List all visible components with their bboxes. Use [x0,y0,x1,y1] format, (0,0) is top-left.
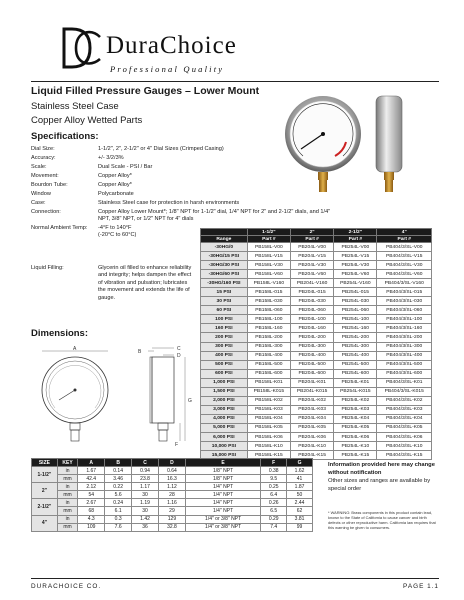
table-row [32,499,313,507]
dimension-cell: 1/4" NPT [185,507,260,515]
range-cell: 6,000 PSI [201,432,248,441]
dimension-cell: 42.4 [78,475,105,483]
dimension-cell: 5.6 [105,491,132,499]
dimension-cell: 1.17 [132,483,159,491]
dim-label-d: D [177,353,181,359]
part-number-cell: PB204L-V60 [290,270,333,279]
dimension-cell: 129 [159,515,186,523]
unit-cell: mm [57,523,77,531]
part-number-cell: PB404/3/SL-200 [377,333,432,342]
part-number-cell: PB254L-300 [334,342,377,351]
column-header: Part # [290,236,333,243]
part-number-cell: PB254L-400 [334,351,377,360]
range-cell: 15 PSI [201,288,248,297]
column-header: Part # [334,236,377,243]
range-cell: -30HG/15 PSI [201,252,248,261]
table-row [201,261,432,270]
table-row [201,306,432,315]
table-row [201,324,432,333]
range-cell: 400 PSI [201,351,248,360]
part-number-cell: PB158L-500 [247,360,290,369]
part-number-cell: PB404/3/SL-400 [377,351,432,360]
part-number-cell: PB254L-K03 [334,405,377,414]
table-row [201,288,432,297]
part-number-cell: PB254L-K015 [334,387,377,396]
range-cell: 3,000 PSI [201,405,248,414]
dc-monogram-logo [60,25,102,71]
part-number-cell: PB158L-K06 [247,432,290,441]
column-header: 2" [290,229,333,236]
spec-row [31,146,341,153]
dimension-cell: 1/4" or 3/8" NPT [185,515,260,523]
dimension-cell: 1.62 [287,467,313,475]
table-row [201,279,432,288]
table-row [201,297,432,306]
part-number-cell: PB254L-100 [334,315,377,324]
dim-label-a: A [73,346,77,352]
part-number-cell: PB254L-K06 [334,432,377,441]
table-row [201,342,432,351]
part-number-cell: PB254L-K15 [334,451,377,460]
dimension-cell: 1/4" or 3/8" NPT [185,523,260,531]
table-row [201,243,432,252]
part-number-cell: PB204L-V160 [290,279,333,288]
dimension-cell: 1.16 [159,499,186,507]
dimension-cell: 0.24 [105,499,132,507]
part-number-cell: PB404/3/SL-300 [377,342,432,351]
part-number-cell: PB204L-K01 [290,378,333,387]
part-number-cell: PB254L-K02 [334,396,377,405]
dim-label-g: G [188,398,192,404]
part-number-cell: PB254L-V30 [334,261,377,270]
table-row [201,270,432,279]
spec-label-filling: Liquid Filling: [31,265,64,271]
part-number-cell: PB204L-V30 [290,261,333,270]
dimension-cell: 62 [287,507,313,515]
part-number-cell: PB254L-V60 [334,270,377,279]
part-number-cell: PB404/3/SL-V30 [377,261,432,270]
column-header: F [261,459,287,467]
dimension-cell: 1/4" NPT [185,483,260,491]
range-cell: 15,000 PSI [201,451,248,460]
column-header: C [132,459,159,467]
part-number-cell: PB404/3/SL-100 [377,315,432,324]
spec-label: Bourdon Tube: [31,181,68,188]
table-row [201,405,432,414]
dimension-cell: 7.6 [105,523,132,531]
table-header-row [32,459,313,467]
dimension-cell: 36 [132,523,159,531]
range-cell: 200 PSI [201,333,248,342]
range-cell: 60 PSI [201,306,248,315]
spec-row [31,173,341,180]
dimension-cell: 1.19 [132,499,159,507]
spec-value: Copper Alloy* [98,181,132,188]
product-subtitle-case: Stainless Steel Case [31,101,119,112]
dim-label-c: C [177,346,181,352]
part-number-cell: PB254L-K04 [334,414,377,423]
part-number-cell: PB204L-100 [290,315,333,324]
range-cell: 300 PSI [201,342,248,351]
dimension-cell: 1/4" NPT [185,499,260,507]
part-number-cell: PB158L-100 [247,315,290,324]
part-number-cell: PB158L-K015 [247,387,290,396]
dimension-cell: 28 [159,491,186,499]
range-cell: 160 PSI [201,324,248,333]
spec-label: Window [31,190,51,197]
part-number-cell: PB158L-V00 [247,243,290,252]
dimension-cell: 1/8" NPT [185,475,260,483]
size-cell: 2-1/2" [32,499,58,515]
part-number-cell: PB204L-400 [290,351,333,360]
column-header: B [105,459,132,467]
spec-label: Normal Ambient Temp: [31,224,88,231]
unit-cell: in [57,515,77,523]
dimension-cell: 0.14 [105,467,132,475]
part-number-cell: PB254L-K10 [334,442,377,451]
table-row [201,423,432,432]
table-row [32,467,313,475]
column-header: KEY [57,459,77,467]
brand-logo [60,25,320,75]
part-number-cell: PB254L-V00 [334,243,377,252]
range-cell: 2,000 PSI [201,396,248,405]
dimension-cell: 3.81 [287,515,313,523]
special-order-text: Other sizes and ranges are available by special order [328,478,431,492]
dimension-cell: 1/4" NPT [185,491,260,499]
part-number-cell: PB158L-400 [247,351,290,360]
part-number-cell: PB404/3/SL-V00 [377,243,432,252]
dimension-cell: 1/8" NPT [185,467,260,475]
size-cell: 2" [32,483,58,499]
table-row [32,483,313,491]
dimension-cell: 0.25 [261,483,287,491]
dimensions-table [31,458,313,532]
table-row [32,507,313,515]
unit-cell: in [57,499,77,507]
footer-divider [31,578,439,579]
part-number-cell: PB404/3/SL-K10 [377,442,432,451]
part-number-cell: PB204L-V00 [290,243,333,252]
part-number-cell: PB158L-K10 [247,442,290,451]
spec-row [31,191,341,198]
column-header: G [287,459,313,467]
dimension-cell: 0.38 [261,467,287,475]
dimension-cell: 99 [287,523,313,531]
table-row [201,369,432,378]
range-cell: 600 PSI [201,369,248,378]
dimension-cell: 109 [78,523,105,531]
part-number-cell: PB254L-060 [334,306,377,315]
table-row [201,387,432,396]
table-row [32,491,313,499]
range-cell: 1,500 PSI [201,387,248,396]
part-number-cell: PB254L-200 [334,333,377,342]
spec-label: Dial Size: [31,146,55,152]
header-divider [31,81,439,82]
table-header-row [201,229,432,236]
spec-row [31,182,341,189]
dimension-cell: 0.26 [261,499,287,507]
dimension-cell: 0.3 [105,515,132,523]
part-number-table [200,228,432,460]
table-row [201,432,432,441]
part-number-cell: PB158L-V160 [247,279,290,288]
part-number-cell: PB404/3/SL-K015 [377,387,432,396]
spec-label: Case: [31,199,46,206]
part-number-cell: PB404/3/SL-V15 [377,252,432,261]
part-number-cell: PB404/3/SL-015 [377,288,432,297]
part-number-cell: PB254L-500 [334,360,377,369]
dimension-cell: 30 [132,491,159,499]
dimension-cell: 7.4 [261,523,287,531]
dimension-cell: 68 [78,507,105,515]
column-header: Range [201,236,248,243]
part-number-cell: PB254L-015 [334,288,377,297]
part-number-cell: PB404/3/SL-K02 [377,396,432,405]
range-cell: -30HG/160 PSI [201,279,248,288]
part-number-cell: PB158L-200 [247,333,290,342]
part-number-cell: PB158L-K05 [247,423,290,432]
part-number-cell: PB204L-200 [290,333,333,342]
range-cell: 5,000 PSI [201,423,248,432]
unit-cell: mm [57,491,77,499]
table-row [32,523,313,531]
spec-row [31,200,341,207]
column-header: D [159,459,186,467]
part-number-cell: PB158L-K01 [247,378,290,387]
table-subheader-row [201,236,432,243]
range-cell: 10,000 PSI [201,442,248,451]
part-number-cell: PB204L-K05 [290,423,333,432]
size-cell: 4" [32,515,58,531]
dimension-cell: 6.1 [105,507,132,515]
table-row [201,351,432,360]
part-number-cell: PB404/3/SL-V160 [377,279,432,288]
page-title: Liquid Filled Pressure Gauges – Lower Mount [31,85,260,97]
part-number-cell: PB254L-600 [334,369,377,378]
spec-label: Movement: [31,172,59,179]
column-header: Part # [247,236,290,243]
part-number-cell: PB404/3/SL-K06 [377,432,432,441]
spec-value: 1-1/2", 2", 2-1/2" or 4" Dial Sizes (Crimped Casing) [98,146,224,152]
dimension-cell: 2.67 [78,499,105,507]
column-header: SIZE [32,459,58,467]
range-cell: 4,000 PSI [201,414,248,423]
part-number-cell: PB404/3/SL-160 [377,324,432,333]
part-number-cell: PB158L-V15 [247,252,290,261]
part-number-cell: PB404/3/SL-K05 [377,423,432,432]
range-cell: 100 PSI [201,315,248,324]
unit-cell: in [57,467,77,475]
table-row [201,378,432,387]
part-number-cell: PB204L-K015 [290,387,333,396]
part-number-cell: PB158L-K02 [247,396,290,405]
dimension-cell: 32.8 [159,523,186,531]
part-number-cell: PB204L-600 [290,369,333,378]
spec-row [31,209,341,224]
column-header [201,229,248,236]
table-row [32,475,313,483]
column-header: 2-1/2" [334,229,377,236]
table-row [32,515,313,523]
dimension-cell: 6.5 [261,507,287,515]
specifications-list [31,146,341,241]
dimension-cell: 1.12 [159,483,186,491]
part-number-cell: PB254L-K01 [334,378,377,387]
dimension-cell: 2.12 [78,483,105,491]
column-header: 1-1/2" [247,229,290,236]
dimension-cell: 30 [132,507,159,515]
table-row [201,333,432,342]
part-number-cell: PB404/3/SL-K15 [377,451,432,460]
range-cell: 1,000 PSI [201,378,248,387]
part-number-cell: PB404/3/SL-K04 [377,414,432,423]
dimension-cell: 9.5 [261,475,287,483]
spec-value: +/- 3/2/3% [98,154,124,161]
spec-value: Stainless Steel case for protection in harsh environments [98,199,240,206]
spec-row [31,155,341,162]
part-number-cell: PB158L-600 [247,369,290,378]
part-number-cell: PB204L-500 [290,360,333,369]
footer-company: DURACHOICE CO. [31,583,102,590]
part-number-cell: PB158L-K03 [247,405,290,414]
column-header: 4" [377,229,432,236]
table-row [201,396,432,405]
part-number-cell: PB204L-K15 [290,451,333,460]
dimension-cell: 6.4 [261,491,287,499]
dimension-cell: 23.8 [132,475,159,483]
part-number-cell: PB204L-V15 [290,252,333,261]
dimension-drawing [35,345,201,450]
part-number-cell: PB204L-300 [290,342,333,351]
part-number-cell: PB204L-K02 [290,396,333,405]
part-number-cell: PB254L-160 [334,324,377,333]
brand-name: DuraChoice [106,32,237,59]
column-header: E [185,459,260,467]
dim-label-f: F [175,442,179,448]
notice-text: Information provided here may change without notification [328,462,435,476]
spec-label: Connection: [31,208,61,215]
part-number-cell: PB204L-K10 [290,442,333,451]
part-number-cell: PB158L-060 [247,306,290,315]
part-number-cell: PB254L-V160 [334,279,377,288]
dimensions-heading: Dimensions: [31,328,89,339]
dimension-cell: 50 [287,491,313,499]
part-number-cell: PB158L-300 [247,342,290,351]
column-header: Part # [377,236,432,243]
part-number-cell: PB204L-K04 [290,414,333,423]
table-row [201,252,432,261]
spec-value: Copper Alloy Lower Mount*; 1/8" NPT for 1-1/2" dial, 1/4" NPT for 2" and 2-1/2" dials, and 1/4" NPT, 3/8" NPT, or 1/2" NPT for 4" dials [98,208,331,222]
part-number-cell: PB204L-015 [290,288,333,297]
brand-tagline: Professional Quality [110,64,225,74]
part-number-cell: PB404/3/SL-V60 [377,270,432,279]
part-number-cell: PB204L-060 [290,306,333,315]
dimension-cell: 29 [159,507,186,515]
dim-label-b: B [138,349,142,355]
part-number-cell: PB404/3/SL-500 [377,360,432,369]
part-number-cell: PB204L-160 [290,324,333,333]
footer-page-number: PAGE 1.1 [403,583,439,590]
range-cell: -30HG/30 PSI [201,261,248,270]
part-number-cell: PB404/3/SL-060 [377,306,432,315]
dimension-cell: 0.64 [159,467,186,475]
range-cell: 500 PSI [201,360,248,369]
spec-value-filling: Glycerin oil filled to enhance reliability and integrity; helps dampen the effect of vibration and pulsation; lubricates the movement and extends the life of gauge. [98,265,192,301]
spec-value: Polycarbonate [98,190,134,197]
table-row [201,315,432,324]
part-number-cell: PB158L-K15 [247,451,290,460]
part-number-cell: PB158L-160 [247,324,290,333]
part-number-cell: PB254L-V15 [334,252,377,261]
specifications-heading: Specifications: [31,131,99,142]
part-number-cell: PB404/3/SL-030 [377,297,432,306]
part-number-cell: PB158L-030 [247,297,290,306]
part-number-cell: PB204L-K06 [290,432,333,441]
part-number-cell: PB158L-V60 [247,270,290,279]
part-number-cell: PB158L-K04 [247,414,290,423]
part-number-cell: PB254L-K05 [334,423,377,432]
dimension-cell: 0.29 [261,515,287,523]
prop65-warning-text: * WARNING: Brass components in this product contain lead, known to the State of California to cause cancer and birth defects or other reproductive harm. California law requires that this warning be given to consumers. [328,510,436,531]
dimension-cell: 0.94 [132,467,159,475]
spec-label: Accuracy: [31,154,56,161]
table-row [201,414,432,423]
dimension-cell: 3.46 [105,475,132,483]
dimension-cell: 1.87 [287,483,313,491]
dimension-cell: 0.22 [105,483,132,491]
spec-row [31,164,341,171]
dimension-cell: 16.3 [159,475,186,483]
dimension-cell: 2.44 [287,499,313,507]
column-header: A [78,459,105,467]
part-number-cell: PB254L-030 [334,297,377,306]
product-subtitle-wetted: Copper Alloy Wetted Parts [31,115,143,126]
spec-value: Dual Scale - PSI / Bar [98,163,153,170]
spec-value: Copper Alloy* [98,172,132,179]
table-row [201,442,432,451]
unit-cell: mm [57,475,77,483]
part-number-cell: PB158L-015 [247,288,290,297]
dimension-cell: 1.67 [78,467,105,475]
range-cell: -30HG/0 [201,243,248,252]
part-number-cell: PB404/3/SL-K01 [377,378,432,387]
range-cell: -30HG/60 PSI [201,270,248,279]
spec-label: Scale: [31,163,47,170]
size-cell: 1-1/2" [32,467,58,483]
dimension-cell: 41 [287,475,313,483]
dimension-cell: 1.42 [132,515,159,523]
unit-cell: in [57,483,77,491]
part-number-cell: PB404/3/SL-K03 [377,405,432,414]
dimension-cell: 4.3 [78,515,105,523]
dimension-cell: 54 [78,491,105,499]
spec-value: -4°F to 140°F (-20°C to 60°C) [98,224,137,239]
unit-cell: mm [57,507,77,515]
part-number-cell: PB204L-K03 [290,405,333,414]
range-cell: 30 PSI [201,297,248,306]
part-number-cell: PB158L-V30 [247,261,290,270]
part-number-cell: PB204L-030 [290,297,333,306]
part-number-cell: PB404/3/SL-600 [377,369,432,378]
table-row [201,360,432,369]
